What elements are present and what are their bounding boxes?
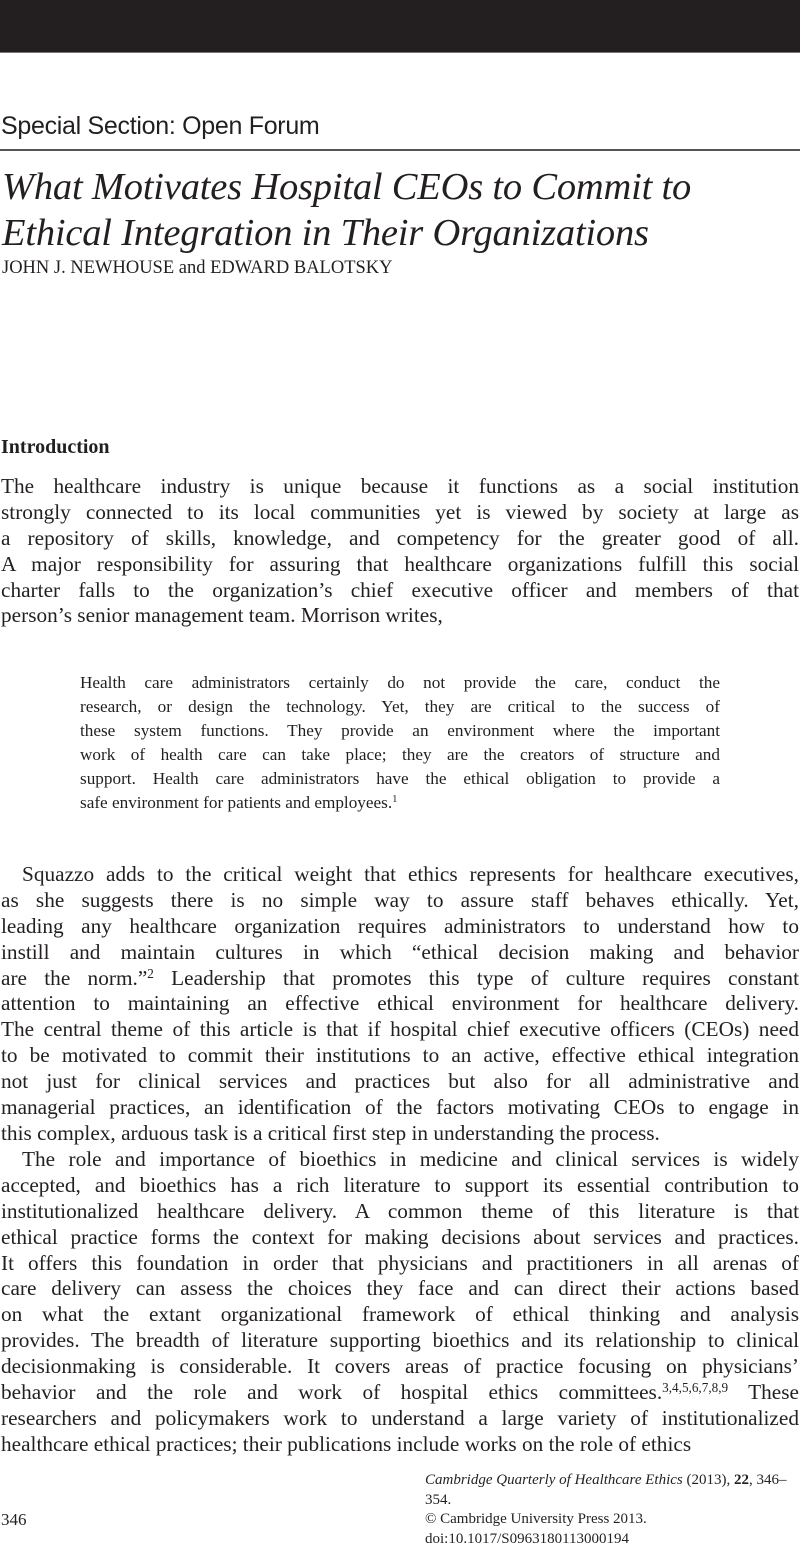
line-text: The central theme of this article is that if hospital chief executive officers (CEOs) need	[1, 1017, 799, 1041]
line-text: provides. The breadth of literature supporting bioethics and its relationship to clinical	[1, 1328, 799, 1352]
footnote-ref[interactable]: 3,4,5,6,7,8,9	[662, 1380, 728, 1395]
text-line	[1, 991, 799, 1017]
line-text: to be motivated to commit their institutions to an active, effective ethical integration	[1, 1043, 799, 1067]
line-text: Squazzo adds to the critical weight that ethics represents for healthcare executives,	[22, 862, 799, 886]
line-text: These	[728, 1380, 799, 1404]
section-heading: Special Section: Open Forum	[1, 112, 319, 141]
text-line	[1, 1069, 799, 1095]
divider	[0, 149, 800, 151]
line-text: ethical practice forms the context for making decisions about services and practices.	[1, 1225, 799, 1249]
text-line	[1, 1043, 799, 1069]
line-text: managerial practices, an identification of the factors motivating CEOs to engage in	[1, 1095, 799, 1119]
line-text: healthcare ethical practices; their publications include works on the role of ethics	[1, 1432, 691, 1456]
line-text: a repository of skills, knowledge, and competency for the greater good of all.	[1, 526, 799, 550]
pages: , 346–354.	[425, 1472, 787, 1508]
paragraph	[1, 1147, 799, 1458]
text-line	[1, 1328, 799, 1354]
volume: 22	[734, 1472, 749, 1488]
authors: JOHN J. NEWHOUSE and EDWARD BALOTSKY	[2, 258, 393, 279]
line-text: person’s senior management team. Morrison writes,	[1, 603, 443, 627]
text-line	[1, 1147, 799, 1173]
journal-name: Cambridge Quarterly of Healthcare Ethics	[425, 1472, 683, 1488]
paragraph	[1, 862, 799, 1147]
text-line	[1, 914, 799, 940]
citation-line	[425, 1471, 800, 1510]
text-line	[80, 671, 720, 695]
line-text: as she suggests there is no simple way to assure staff behaves ethically. Yet,	[1, 888, 799, 912]
text-line	[1, 1251, 799, 1277]
text-line	[1, 474, 799, 500]
line-text: A major responsibility for assuring that healthcare organizations fulfill this social	[1, 552, 799, 576]
line-text: these system functions. They provide an environment where the important	[80, 721, 720, 740]
text-line	[1, 966, 799, 992]
text-line	[1, 1225, 799, 1251]
text-line	[1, 1302, 799, 1328]
line-text: It offers this foundation in order that physicians and practitioners in all arenas of	[1, 1251, 799, 1275]
text-line	[80, 719, 720, 743]
paragraph	[1, 474, 799, 629]
line-text: Leadership that promotes this type of culture requires constant	[154, 966, 799, 990]
text-line	[1, 1406, 799, 1432]
page-number: 346	[1, 1510, 27, 1530]
doi: doi:10.1017/S0963180113000194	[425, 1530, 800, 1549]
footnote-ref[interactable]: 1	[392, 794, 397, 805]
section-heading-introduction: Introduction	[1, 436, 110, 459]
text-line	[1, 1199, 799, 1225]
text-line	[80, 743, 720, 767]
line-text: charter falls to the organization’s chief executive officer and members of that	[1, 578, 799, 602]
text-line	[1, 862, 799, 888]
text-line	[1, 578, 799, 604]
line-text: researchers and policymakers work to understand a large variety of institutionalized	[1, 1406, 799, 1430]
text-line	[1, 526, 799, 552]
citation	[425, 1471, 800, 1549]
text-line	[1, 552, 799, 578]
line-text: work of health care can take place; they are the creators of structure and	[80, 745, 720, 764]
text-line	[80, 791, 720, 815]
block-quote	[80, 671, 720, 815]
line-text: strongly connected to its local communities yet is viewed by society at large as	[1, 500, 799, 524]
text-line	[1, 603, 799, 629]
year: (2013),	[687, 1472, 731, 1488]
article-title	[2, 164, 800, 256]
line-text: instill and maintain cultures in which “ethical decision making and behavior	[1, 940, 799, 964]
text-line	[1, 1276, 799, 1302]
line-text: leading any healthcare organization requires administrators to understand how to	[1, 914, 799, 938]
text-line	[1, 1017, 799, 1043]
line-text: The role and importance of bioethics in medicine and clinical services is widely	[22, 1147, 799, 1171]
line-text: Health care administrators certainly do not provide the care, conduct the	[80, 673, 720, 692]
text-line	[1, 1095, 799, 1121]
line-text: accepted, and bioethics has a rich literature to support its essential contribution to	[1, 1173, 799, 1197]
text-line	[80, 695, 720, 719]
line-text: The healthcare industry is unique because it functions as a social institution	[1, 474, 799, 498]
line-text: care delivery can assess the choices they face and can direct their actions based	[1, 1276, 799, 1300]
line-text: decisionmaking is considerable. It covers areas of practice focusing on physicians’	[1, 1354, 799, 1378]
text-line	[1, 1380, 799, 1406]
line-text: safe environment for patients and employees.	[80, 793, 392, 812]
line-text: this complex, arduous task is a critical first step in understanding the process.	[1, 1121, 660, 1145]
line-text: institutionalized healthcare delivery. A common theme of this literature is that	[1, 1199, 799, 1223]
text-line	[80, 767, 720, 791]
text-line	[1, 940, 799, 966]
line-text: research, or design the technology. Yet, they are critical to the success of	[80, 697, 720, 716]
footnote-ref[interactable]: 2	[147, 965, 154, 980]
text-line	[1, 1432, 799, 1458]
text-line	[1, 1354, 799, 1380]
line-text: not just for clinical services and practices but also for all administrative and	[1, 1069, 799, 1093]
line-text: support. Health care administrators have the ethical obligation to provide a	[80, 769, 720, 788]
text-line	[1, 1121, 799, 1147]
title-line: Ethical Integration in Their Organizations	[2, 210, 800, 256]
title-line: What Motivates Hospital CEOs to Commit to	[2, 164, 800, 210]
line-text: are the norm.”	[1, 966, 147, 990]
text-line	[1, 500, 799, 526]
text-line	[1, 888, 799, 914]
line-text: attention to maintaining an effective ethical environment for healthcare delivery.	[1, 991, 799, 1015]
header-bar	[0, 0, 800, 53]
text-line	[1, 1173, 799, 1199]
copyright: © Cambridge University Press 2013.	[425, 1510, 800, 1530]
line-text: behavior and the role and work of hospital ethics committees.	[1, 1380, 662, 1404]
line-text: on what the extant organizational framework of ethical thinking and analysis	[1, 1302, 799, 1326]
